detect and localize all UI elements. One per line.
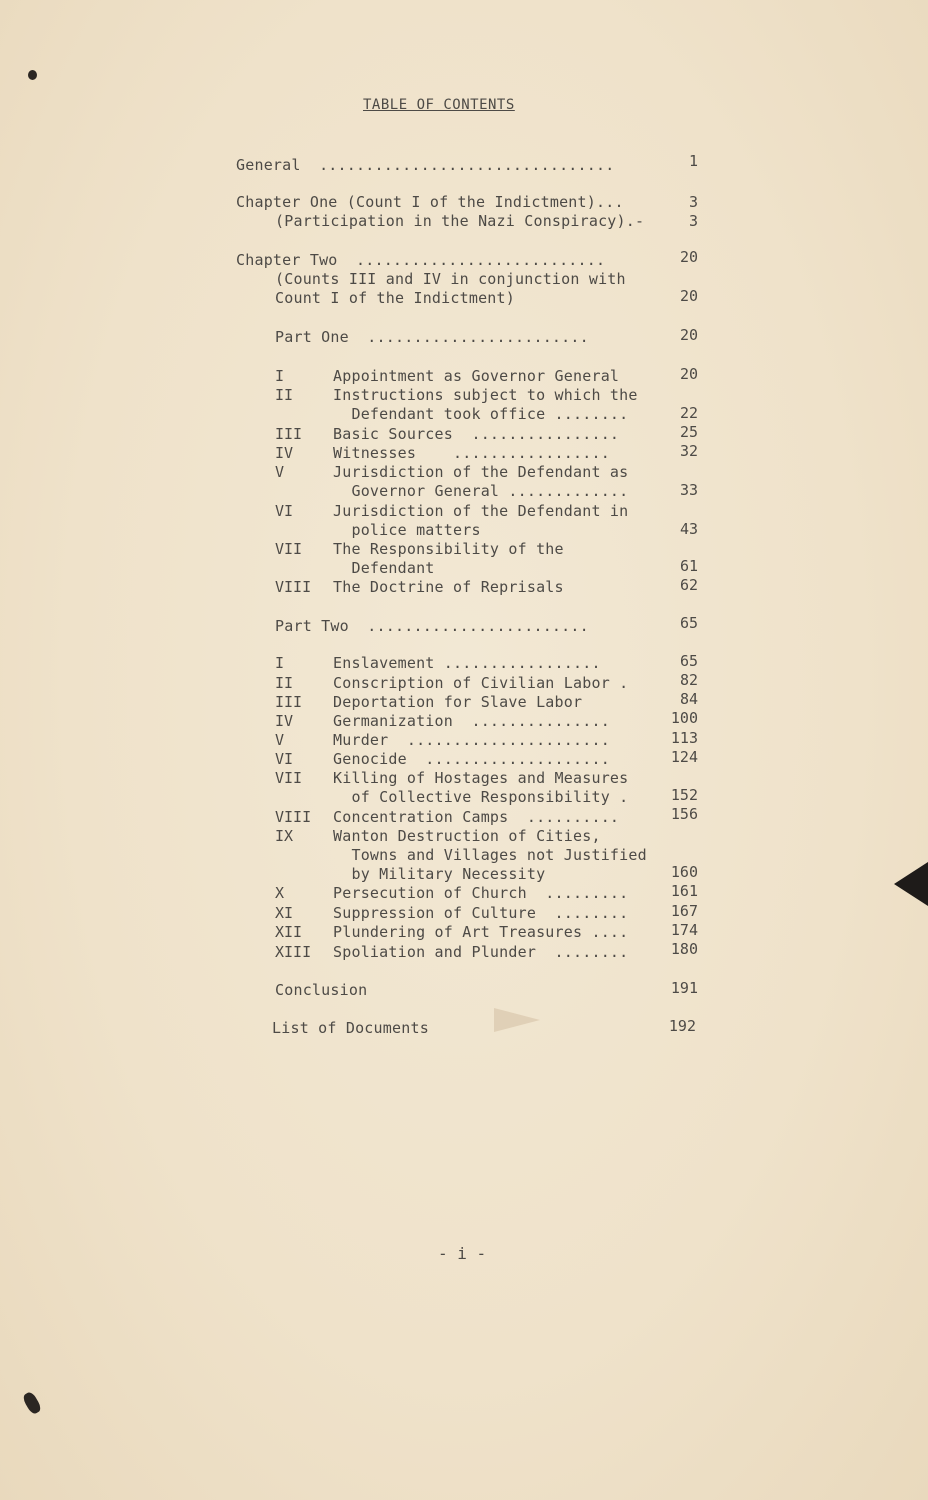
part-two-page: 124 (670, 748, 698, 766)
part-two-num: XI (275, 904, 294, 922)
part-two-page: 160 (670, 863, 698, 881)
part-two-num: XIII (275, 943, 312, 961)
part-two-page: 84 (679, 690, 698, 708)
part-one-page: 32 (679, 442, 698, 460)
toc-page-part-one: 20 (679, 326, 698, 344)
part-one-num: VII (275, 540, 303, 558)
toc-entry-chapter-one-sub: (Participation in the Nazi Conspiracy).- (275, 212, 645, 230)
ink-speck (28, 70, 37, 80)
part-one-item-cont: Defendant (333, 559, 435, 577)
toc-page-general: 1 (688, 152, 698, 170)
toc-page-chapter-two: 20 (679, 248, 698, 266)
part-one-item: Appointment as Governor General (333, 367, 620, 385)
part-two-item: Conscription of Civilian Labor . (333, 674, 629, 692)
part-one-num: III (275, 425, 303, 443)
part-two-page: 174 (670, 921, 698, 939)
toc-entry-chapter-two-sub1: (Counts III and IV in conjunction with (275, 270, 626, 288)
part-one-num: I (275, 367, 285, 385)
part-one-num: II (275, 386, 294, 404)
part-two-item: Deportation for Slave Labor (333, 693, 583, 711)
page-number-footer: - i - (438, 1244, 487, 1263)
page-title: TABLE OF CONTENTS (363, 97, 515, 113)
part-one-item: Instructions subject to which the (333, 386, 638, 404)
part-two-item: Killing of Hostages and Measures (333, 769, 629, 787)
part-two-num: IX (275, 827, 294, 845)
part-two-num: VI (275, 750, 294, 768)
toc-entry-general: General ................................ (236, 156, 615, 174)
part-two-item-cont: by Military Necessity (333, 865, 546, 883)
part-one-page: 43 (679, 520, 698, 538)
toc-entry-part-one: Part One ........................ (275, 328, 589, 346)
part-one-item: The Responsibility of the (333, 540, 564, 558)
part-one-item-cont: Governor General ............. (333, 482, 629, 500)
toc-page-chapter-one: 3 (688, 193, 698, 211)
part-two-item: Plundering of Art Treasures .... (333, 923, 629, 941)
toc-page-part-two: 65 (679, 614, 698, 632)
part-one-item-cont: police matters (333, 521, 481, 539)
part-two-num: X (275, 884, 285, 902)
part-two-item-cont: of Collective Responsibility . (333, 788, 629, 806)
part-two-item: Suppression of Culture ........ (333, 904, 629, 922)
part-two-page: 167 (670, 902, 698, 920)
part-two-num: VIII (275, 808, 312, 826)
part-one-page: 25 (679, 423, 698, 441)
part-two-page: 100 (670, 709, 698, 727)
part-one-page: 61 (679, 557, 698, 575)
part-two-item: Spoliation and Plunder ........ (333, 943, 629, 961)
part-one-item-cont: Defendant took office ........ (333, 405, 629, 423)
part-two-page: 161 (670, 882, 698, 900)
toc-entry-conclusion: Conclusion (275, 981, 368, 999)
part-one-num: V (275, 463, 285, 481)
part-one-item: Jurisdiction of the Defendant as (333, 463, 629, 481)
part-two-page: 65 (679, 652, 698, 670)
toc-page-list-of-documents: 192 (668, 1017, 696, 1035)
paper-smudge (494, 1008, 540, 1032)
part-one-num: VI (275, 502, 294, 520)
part-one-page: 22 (679, 404, 698, 422)
part-one-item: Witnesses ................. (333, 444, 610, 462)
part-two-num: III (275, 693, 303, 711)
part-two-page: 152 (670, 786, 698, 804)
part-two-item-cont: Towns and Villages not Justified (333, 846, 647, 864)
part-two-num: VII (275, 769, 303, 787)
toc-entry-part-two: Part Two ........................ (275, 617, 589, 635)
part-two-page: 82 (679, 671, 698, 689)
toc-entry-list-of-documents: List of Documents (272, 1019, 429, 1037)
part-two-item: Germanization ............... (333, 712, 610, 730)
part-one-num: VIII (275, 578, 312, 596)
part-two-page: 180 (670, 940, 698, 958)
ink-speck (21, 1390, 42, 1415)
part-two-item: Genocide .................... (333, 750, 610, 768)
toc-page-chapter-one-sub: 3 (688, 212, 698, 230)
toc-page-conclusion: 191 (670, 979, 698, 997)
part-one-page: 62 (679, 576, 698, 594)
part-one-item: Jurisdiction of the Defendant in (333, 502, 629, 520)
part-two-num: IV (275, 712, 294, 730)
part-two-num: II (275, 674, 294, 692)
part-two-item: Wanton Destruction of Cities, (333, 827, 601, 845)
part-two-page: 156 (670, 805, 698, 823)
toc-entry-chapter-one: Chapter One (Count I of the Indictment)... (236, 193, 624, 211)
part-one-item: The Doctrine of Reprisals (333, 578, 564, 596)
part-two-num: XII (275, 923, 303, 941)
part-two-num: V (275, 731, 285, 749)
part-two-item: Murder ...................... (333, 731, 610, 749)
toc-page-chapter-two-sub: 20 (679, 287, 698, 305)
part-two-page: 113 (670, 729, 698, 747)
part-one-item: Basic Sources ................ (333, 425, 620, 443)
toc-entry-chapter-two-sub2: Count I of the Indictment) (275, 289, 515, 307)
toc-entry-chapter-two: Chapter Two ........................... (236, 251, 606, 269)
part-two-num: I (275, 654, 285, 672)
part-one-num: IV (275, 444, 294, 462)
part-two-item: Persecution of Church ......... (333, 884, 629, 902)
part-two-item: Enslavement ................. (333, 654, 601, 672)
part-one-page: 20 (679, 365, 698, 383)
torn-corner (894, 862, 928, 906)
part-two-item: Concentration Camps .......... (333, 808, 620, 826)
part-one-page: 33 (679, 481, 698, 499)
